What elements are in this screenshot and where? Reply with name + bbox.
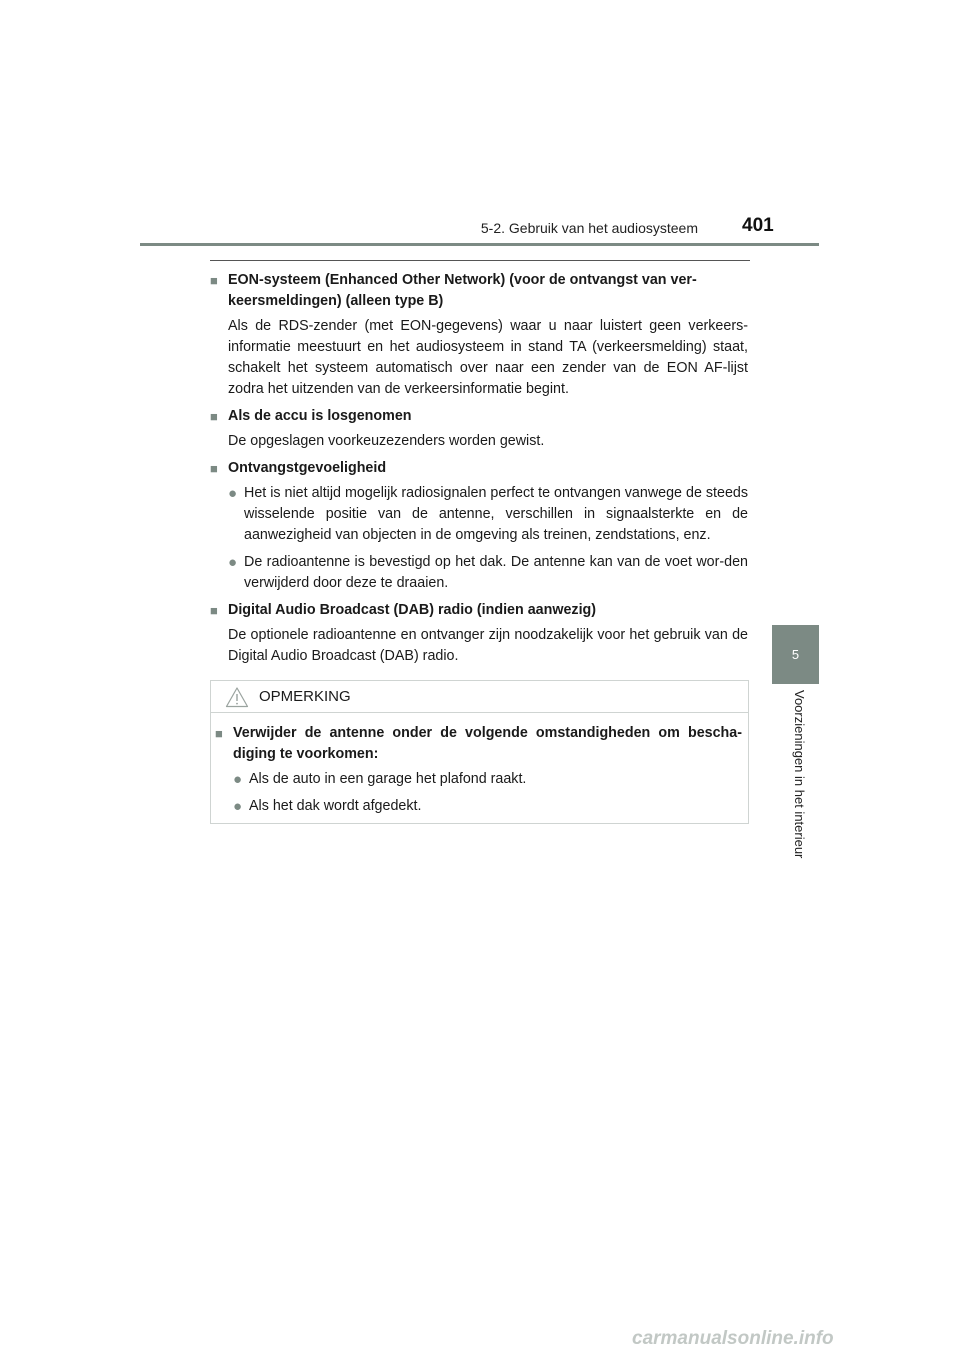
section-heading (210, 600, 748, 621)
square-bullet-icon: ■ (215, 726, 223, 741)
square-bullet-icon: ■ (210, 603, 218, 618)
page-number: 401 (742, 215, 774, 236)
list-item (210, 552, 748, 594)
list-item (210, 483, 748, 546)
square-bullet-icon: ■ (210, 409, 218, 424)
circle-bullet-icon: ● (228, 485, 238, 502)
notice-title: OPMERKING (259, 688, 351, 705)
notice-heading-text: Verwijder de antenne onder de volgende omstandigheden om bescha-diging te voorkomen: (233, 725, 742, 762)
square-bullet-icon: ■ (210, 273, 218, 288)
circle-bullet-icon: ● (228, 554, 238, 571)
section-heading (210, 458, 748, 479)
header-rule (140, 243, 819, 246)
circle-bullet-icon: ● (233, 771, 243, 788)
section-title: Als de accu is losgenomen (228, 408, 412, 424)
content-top-rule (210, 260, 750, 261)
section-heading (210, 406, 748, 427)
list-item-text: Als de auto in een garage het plafond raakt. (249, 771, 527, 787)
section-title: Digital Audio Broadcast (DAB) radio (indien aanwezig) (228, 602, 597, 618)
running-header: 5-2. Gebruik van het audiosysteem (480, 220, 698, 236)
list-item-text: Het is niet altijd mogelijk radiosignalen perfect te ontvangen vanwege de steeds wisselende positie van de antenne, verschillen in signaalsterkte en de aanwezigheid van objecten in de omgeving als treinen, zendstations, enz. (244, 485, 748, 543)
list-item (215, 769, 742, 790)
warning-triangle-icon (225, 686, 249, 708)
notice-heading (215, 723, 742, 765)
section-body: De optionele radioantenne en ontvanger zijn noodzakelijk voor het gebruik van de Digital Audio Broadcast (DAB) radio. (228, 627, 748, 664)
square-bullet-icon: ■ (210, 461, 218, 476)
section-body: Als de RDS-zender (met EON-gegevens) waar u naar luistert geen verkeers-informatie meestuurt en het audiosysteem in stand TA (verkeersmelding) staat, schakelt het systeem automatisch over naar een zender van de EON AF-lijst zodra het uitzenden van de verkeersinformatie begint. (228, 318, 748, 397)
chapter-tab: 5 (772, 625, 819, 684)
list-item (215, 796, 742, 817)
main-content (210, 270, 748, 667)
list-item-text: De radioantenne is bevestigd op het dak. De antenne kan van de voet wor-den verwijderd door deze te draaien. (244, 554, 748, 591)
circle-bullet-icon: ● (233, 798, 243, 815)
section-body: De opgeslagen voorkeuzezenders worden gewist. (228, 433, 545, 449)
section-heading (210, 270, 748, 312)
chapter-label: Voorzieningen in het interieur (792, 690, 807, 859)
notice-header (211, 681, 748, 713)
list-item-text: Als het dak wordt afgedekt. (249, 798, 422, 814)
watermark: carmanualsonline.info (632, 1328, 834, 1349)
notice-box (210, 680, 749, 824)
section-title: EON-systeem (Enhanced Other Network) (voor de ontvangst van ver-keersmeldingen) (alleen type B) (228, 272, 697, 309)
notice-body (211, 713, 748, 817)
section-title: Ontvangstgevoeligheid (228, 460, 387, 476)
